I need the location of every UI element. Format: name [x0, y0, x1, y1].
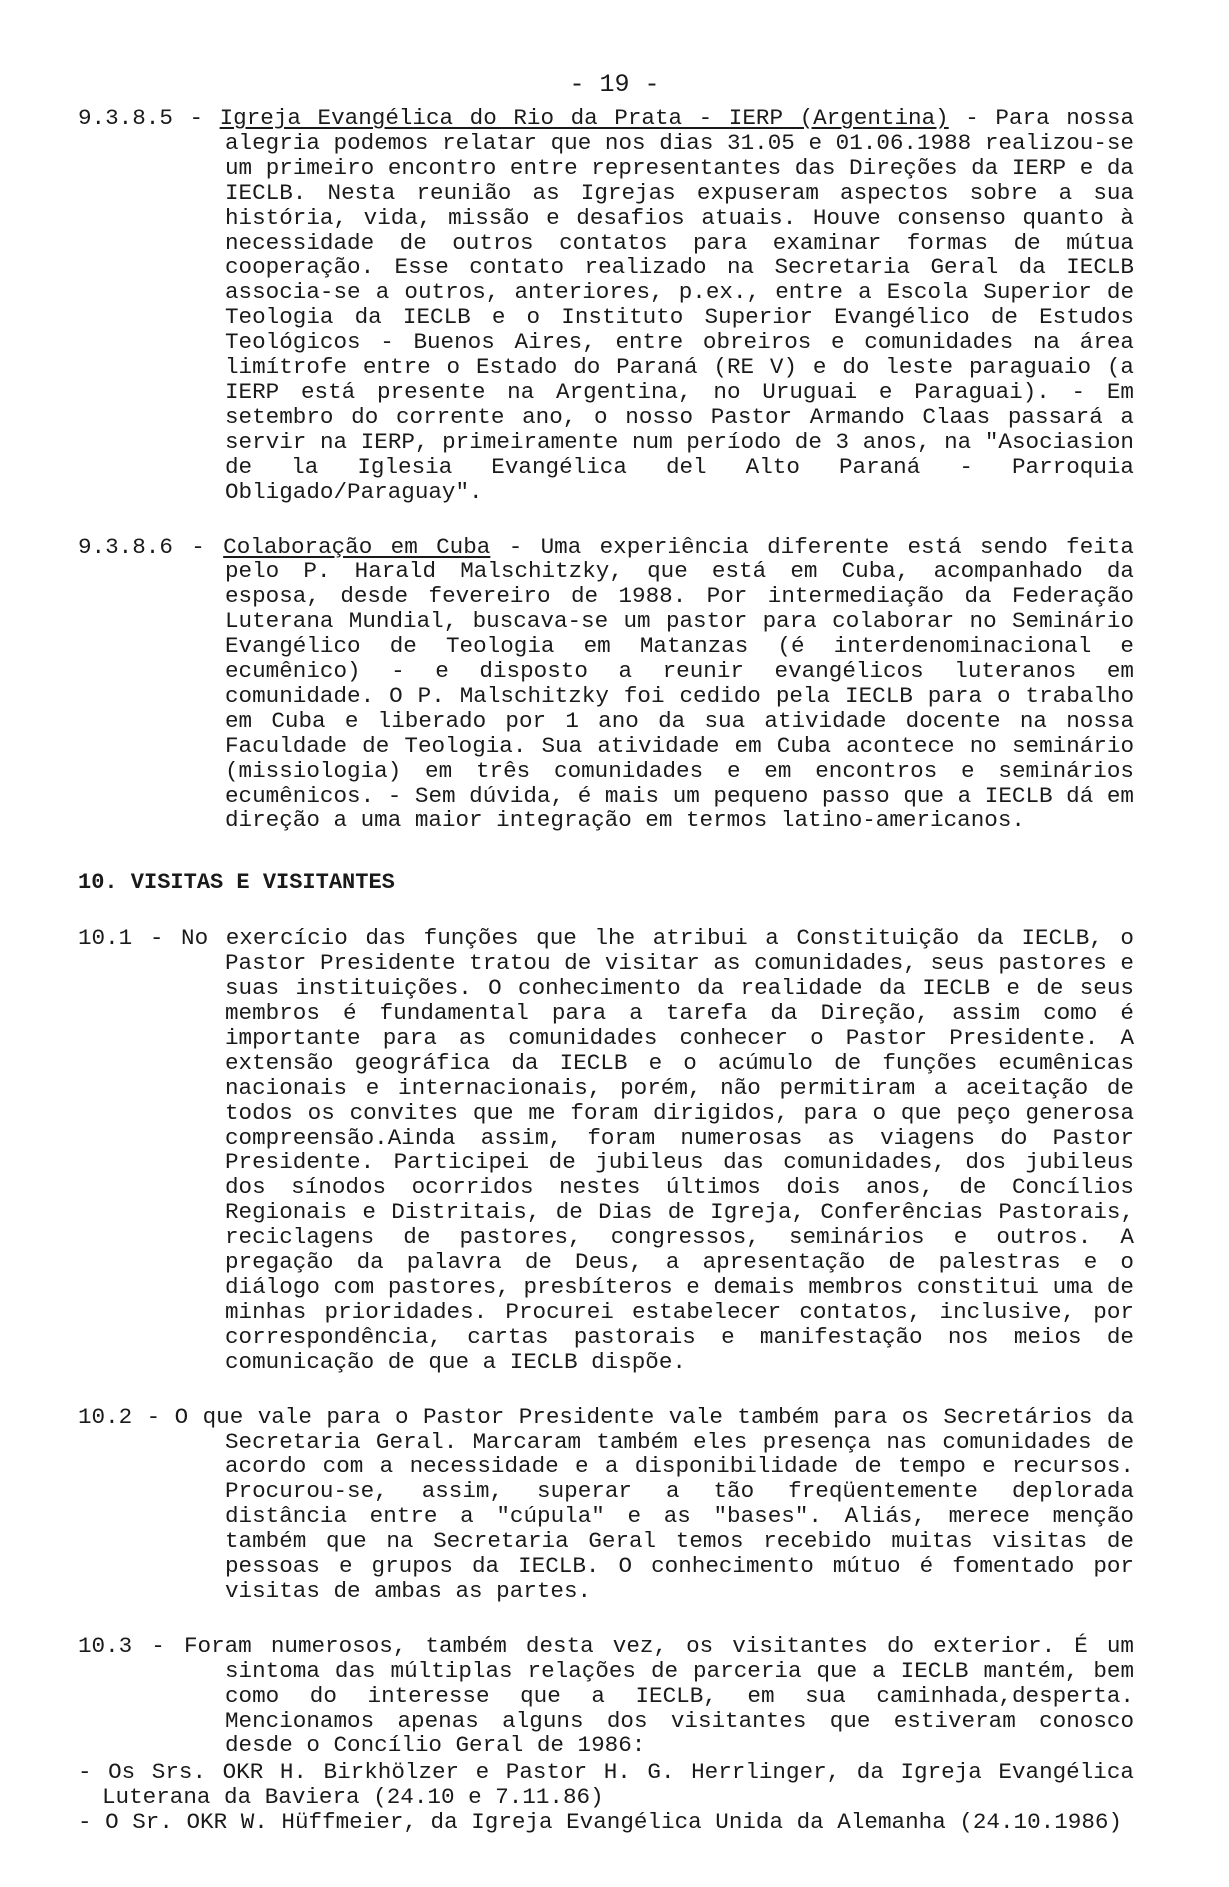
spacer [78, 896, 1134, 926]
page-number: - 19 - [569, 70, 660, 99]
section-9-3-8-6 [78, 535, 1134, 834]
spacer [78, 1604, 1134, 1634]
section-body: - Para nossa alegria podemos relatar que nos dias 31.05 e 01.06.1988 realizou-se um primeiro encontro entre representantes das Direções da IERP e da IECLB. Nesta reunião as Igrejas expuseram aspectos sobre a sua história, vida, missão e desafios atuais. Houve consenso quanto à necessidade de outros contatos para examinar formas de mútua cooperação. Esse contato realizado na Secretaria Geral da IECLB associa-se a outros, anteriores, p.ex., entre a Escola Superior de Teologia da IECLB e o Instituto Superior Evangélico de Estudos Teológicos - Buenos Aires, entre obreiros e comunidades na área limítrofe entre o Estado do Paraná (RE V) e do leste paraguaio (a IERP está presente na Argentina, no Uruguai e Paraguai). - Em setembro do corrente ano, o nosso Pastor Armando Claas passará a servir na IERP, primeiramente num período de 3 anos, na "Asociasion de la Iglesia Evangélica del Alto Paraná - Parroquia Obligado/Paraguay". [225, 105, 1135, 505]
section-body: Foram numerosos, também desta vez, os visitantes do exterior. É um sintoma das múltiplas relações de parceria que a IECLB mantém, bem como do interesse que a IECLB, em sua caminhada,desperta. Mencionamos apenas alguns dos visitantes que estiveram conosco desde o Concílio Geral de 1986: [183, 1632, 1134, 1759]
chapter-heading: 10. VISITAS E VISITANTES [78, 870, 395, 896]
section-number: 10.3 - [78, 1632, 184, 1659]
spacer [78, 505, 1134, 535]
section-body: No exercício das funções que lhe atribui a Constituição da IECLB, o Pastor Presidente tratou de visitar as comunidades, seus pastores e suas instituições. O conhecimento da realidade da IECLB e de seus membros é fundamental para a tarefa da Direção, assim como é importante para as comunidades conhecer o Pastor Presidente. A extensão geográfica da IECLB e o acúmulo de funções ecumênicas nacionais e internacionais, porém, não permitiram a aceitação de todos os convites que me foram dirigidos, para o que peço generosa compreensão.Ainda assim, foram numerosas as viagens do Pastor Presidente. Participei de jubileus das comunidades, dos jubileus dos sínodos ocorridos nestes últimos dois anos, de Concílios Regionais e Distritais, de Dias de Igreja, Conferências Pastorais, reciclagens de pastores, congressos, seminários e outros. A pregação da palavra de Deus, a apresentação de palestras e o diálogo com pastores, presbíteros e demais membros constitui uma de minhas prioridades. Procurei estabelecer contatos, inclusive, por correspondência, cartas pastorais e manifestação nos meios de comunicação de que a IECLB dispõe. [181, 925, 1134, 1375]
visitor-list [78, 1760, 1134, 1835]
page-content [78, 106, 1134, 1835]
section-title: Colaboração em Cuba [223, 533, 491, 560]
list-item: - Os Srs. OKR H. Birkhölzer e Pastor H. G. Herrlinger, da Igreja Evangélica Luterana da Baviera (24.10 e 7.11.86) [78, 1760, 1134, 1810]
list-item: - O Sr. OKR W. Hüffmeier, da Igreja Evangélica Unida da Alemanha (24.10.1986) [78, 1810, 1134, 1835]
section-title: Igreja Evangélica do Rio da Prata - IERP (Argentina) [219, 105, 949, 131]
spacer [78, 833, 1134, 871]
section-number: 9.3.8.6 - [78, 533, 224, 560]
section-10-2 [78, 1405, 1134, 1604]
section-10-1 [78, 926, 1134, 1374]
section-number: 9.3.8.5 - [78, 105, 220, 131]
section-number: 10.1 - [78, 925, 182, 952]
section-number: 10.2 - [78, 1403, 175, 1430]
section-10-3 [78, 1634, 1134, 1759]
section-body: - Uma experiência diferente está sendo feita pelo P. Harald Malschitzky, que está em Cuba, acompanhado da esposa, desde fevereiro de 1988. Por intermediação da Federação Luterana Mundial, buscava-se um pastor para colaborar no Seminário Evangélico de Teologia em Matanzas (é interdenominacional e ecumênico) - e disposto a reunir evangélicos luteranos em comunidade. O P. Malschitzky foi cedido pela IECLB para o trabalho em Cuba e liberado por 1 ano da sua atividade docente na nossa Faculdade de Teologia. Sua atividade em Cuba acontece no seminário (missiologia) em três comunidades e em encontros e seminários ecumênicos. - Sem dúvida, é mais um pequeno passo que a IECLB dá em direção a uma maior integração em termos latino-americanos. [225, 533, 1134, 834]
spacer [78, 1375, 1134, 1405]
section-9-3-8-5 [78, 106, 1134, 505]
section-body: O que vale para o Pastor Presidente vale também para os Secretários da Secretaria Geral. Marcaram também eles presença nas comunidades de acordo com a necessidade e a disponibilidade de tempo e recursos. Procurou-se, assim, superar a tão freqüentemente deplorada distância entre a "cúpula" e as "bases". Aliás, merece menção também que na Secretaria Geral temos recebido muitas visitas de pessoas e grupos da IECLB. O conhecimento mútuo é fomentado por visitas de ambas as partes. [174, 1403, 1134, 1604]
